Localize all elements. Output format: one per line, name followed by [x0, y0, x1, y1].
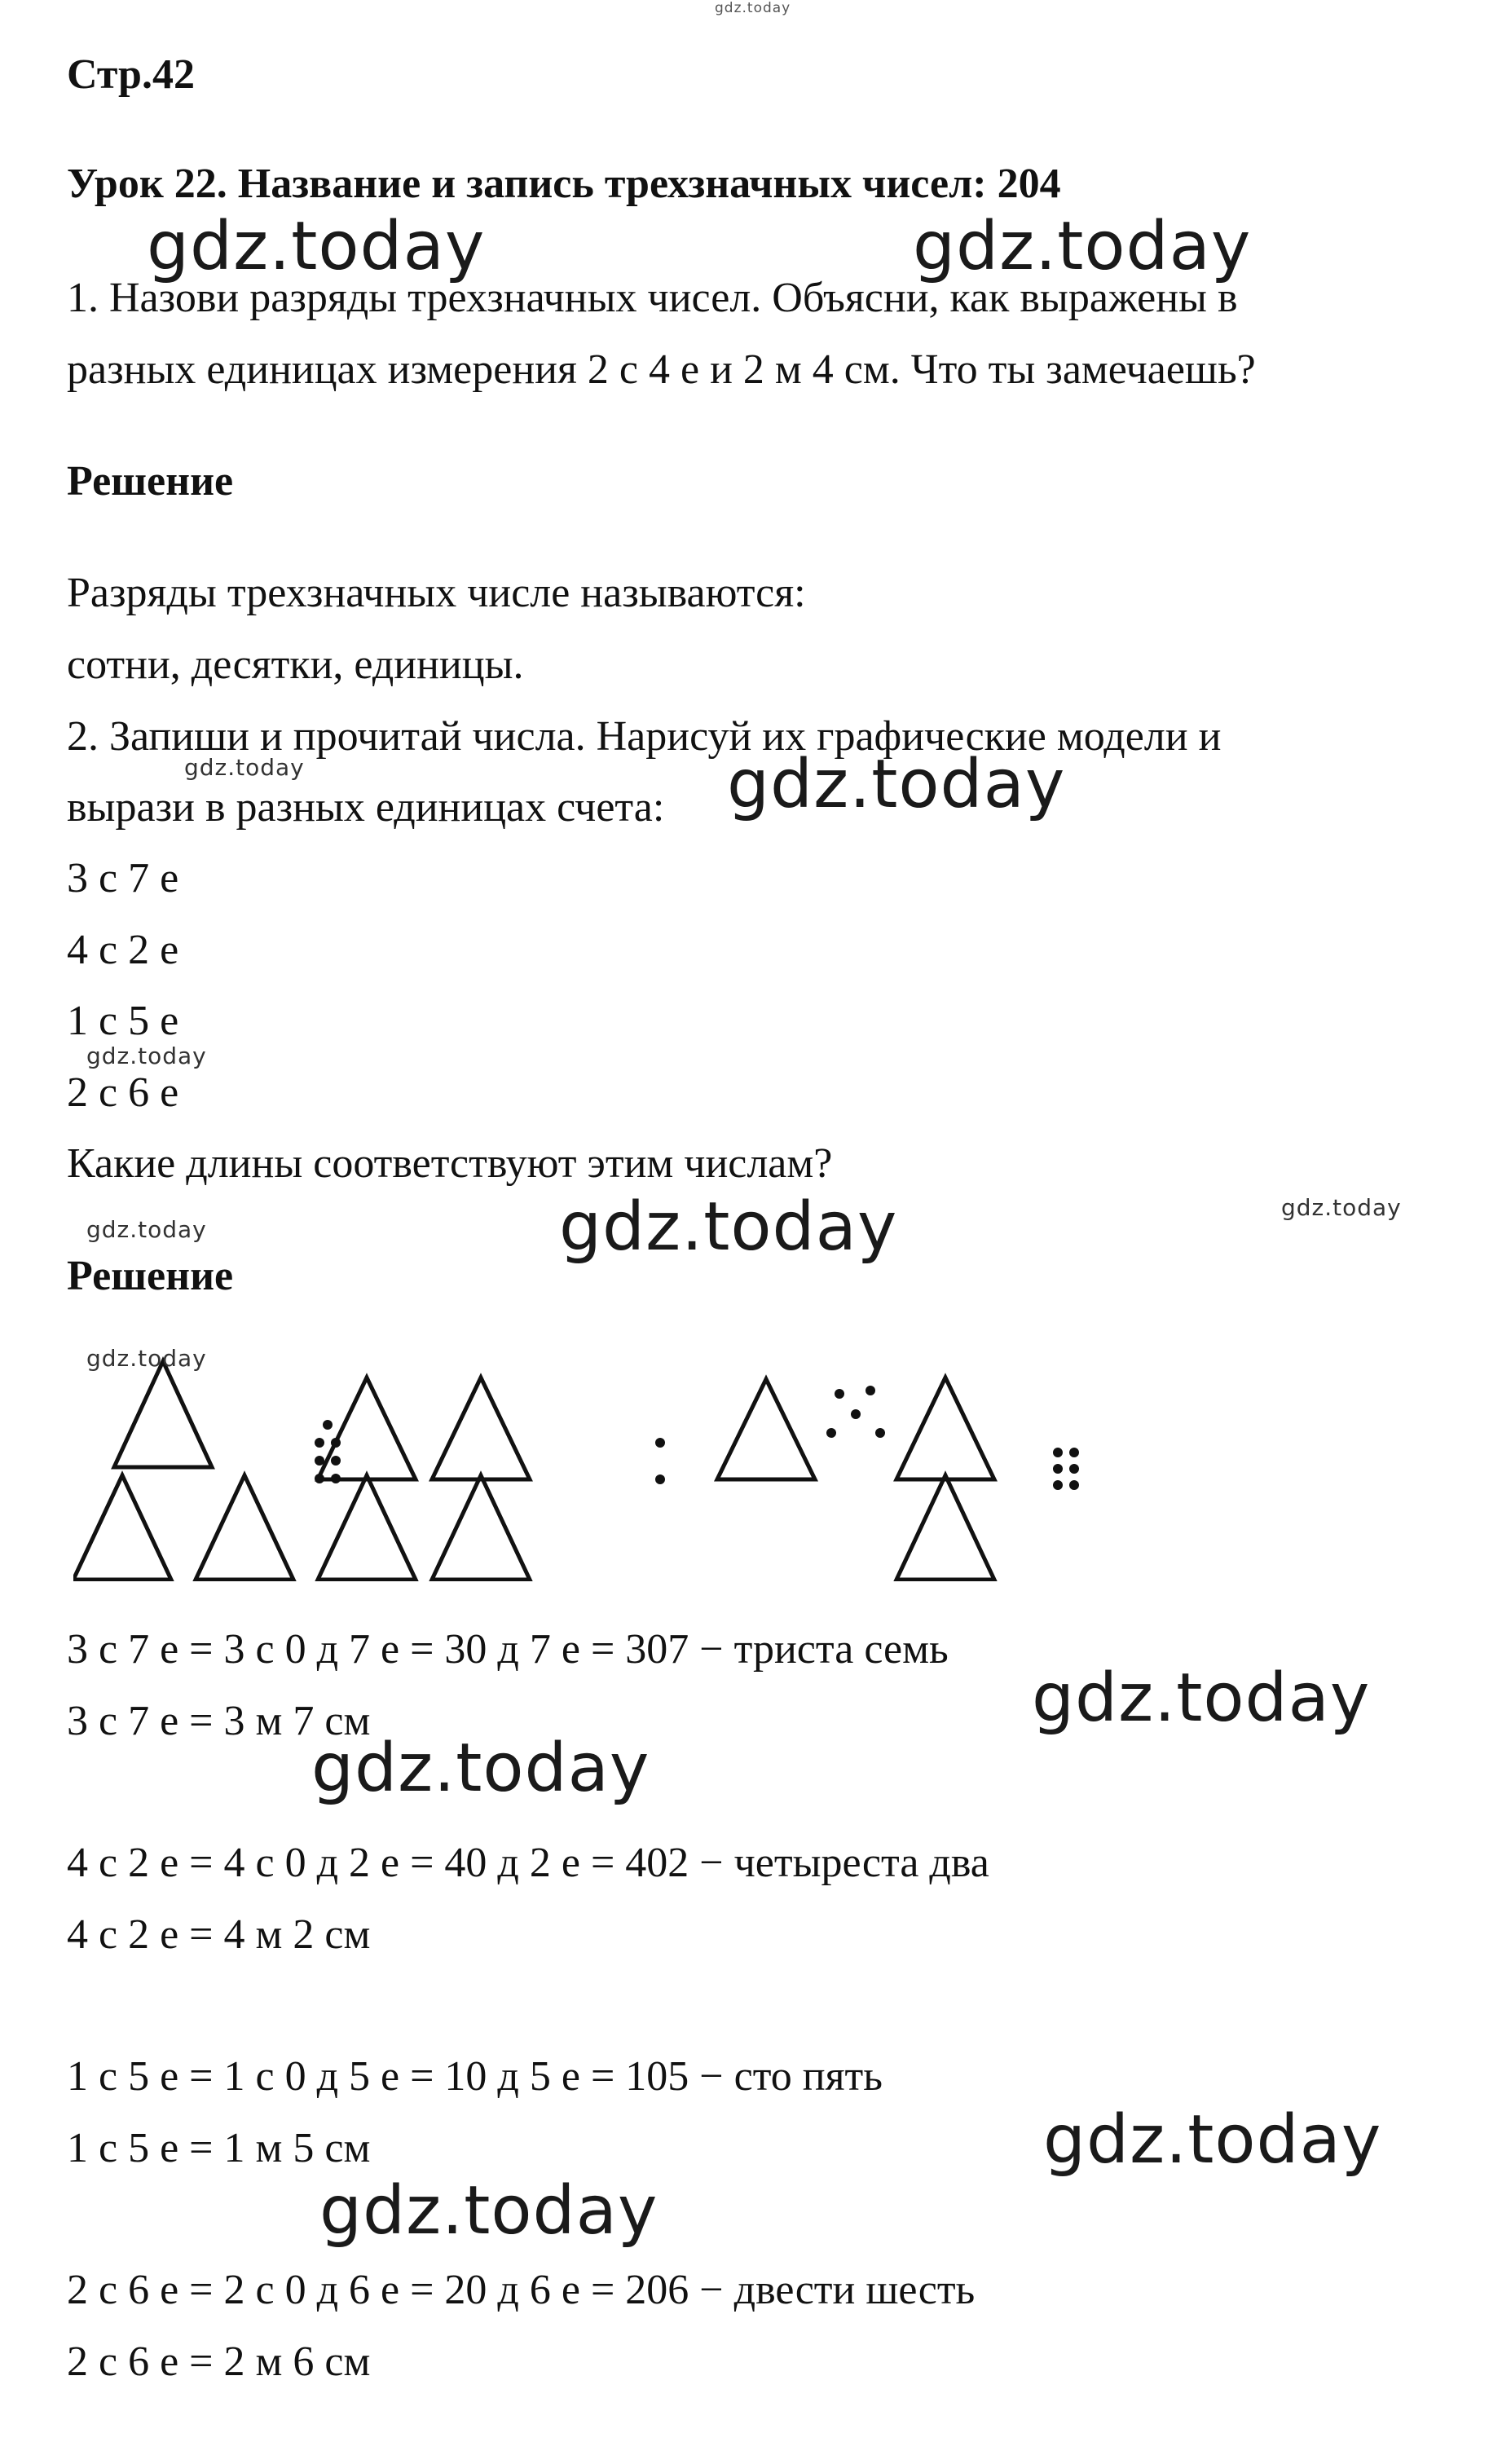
ones-dot — [323, 1420, 333, 1430]
answer-expression: 1 с 5 е = 1 с 0 д 5 е = 10 д 5 е = 105 − сто пять — [67, 2053, 883, 2100]
ones-dot — [331, 1474, 341, 1483]
ones-dot — [875, 1428, 885, 1438]
answer-expression: 3 с 7 е = 3 с 0 д 7 е = 30 д 7 е = 307 − триста семь — [67, 1626, 949, 1673]
ones-dot — [826, 1428, 836, 1438]
ones-dot — [315, 1438, 324, 1448]
task2-line2: вырази в разных единицах счета: — [67, 784, 665, 831]
watermark: gdz.today — [319, 2172, 659, 2250]
ones-dot — [851, 1409, 861, 1419]
ones-dot — [1069, 1464, 1079, 1474]
task1-solution-heading: Решение — [67, 458, 234, 505]
task2-solution-heading: Решение — [67, 1253, 234, 1299]
watermark: gdz.today — [86, 1345, 207, 1372]
watermark: gdz.today — [913, 208, 1252, 285]
hundreds-triangle — [432, 1475, 530, 1580]
ones-dot — [655, 1438, 665, 1448]
hundreds-triangle — [196, 1475, 293, 1580]
task2-item: 2 с 6 е — [67, 1069, 179, 1116]
watermark: gdz.today — [1281, 1194, 1402, 1221]
answer-length: 4 с 2 е = 4 м 2 см — [67, 1911, 371, 1958]
task2-item: 4 с 2 е — [67, 927, 179, 973]
watermark: gdz.today — [86, 1042, 207, 1069]
graphic-models — [73, 1337, 1117, 1581]
ones-dot — [866, 1386, 875, 1395]
hundreds-triangle — [896, 1475, 994, 1580]
ones-dot — [331, 1438, 341, 1448]
watermark: gdz.today — [86, 1216, 207, 1243]
hundreds-triangle — [114, 1361, 212, 1467]
task1-line1: 1. Назови разряды трехзначных чисел. Объясни, как выражены в — [67, 275, 1238, 321]
watermark: gdz.today — [727, 746, 1066, 823]
ones-dot — [1053, 1480, 1063, 1490]
answer-length: 3 с 7 е = 3 м 7 см — [67, 1698, 371, 1744]
task1-line2: разных единицах измерения 2 с 4 е и 2 м 4 см. Что ты замечаешь? — [67, 346, 1256, 393]
hundreds-triangle — [896, 1377, 994, 1479]
ones-dot — [655, 1474, 665, 1484]
answer-expression: 4 с 2 е = 4 с 0 д 2 е = 40 д 2 е = 402 − четыреста два — [67, 1840, 989, 1886]
ones-dot — [1069, 1480, 1079, 1490]
task2-item: 1 с 5 е — [67, 998, 179, 1044]
watermark: gdz.today — [147, 208, 486, 285]
task1-answer-line1: Разряды трехзначных числе называются: — [67, 570, 806, 616]
task2-line1: 2. Запиши и прочитай числа. Нарисуй их графические модели и — [67, 713, 1222, 760]
hundreds-triangle — [73, 1475, 171, 1580]
watermark: gdz.today — [559, 1188, 898, 1266]
answer-expression: 2 с 6 е = 2 с 0 д 6 е = 20 д 6 е = 206 − двести шесть — [67, 2267, 976, 2313]
ones-dot — [835, 1389, 844, 1399]
watermark: gdz.today — [311, 1730, 650, 1807]
watermark: gdz.today — [1043, 2101, 1382, 2179]
task1-answer-line2: сотни, десятки, единицы. — [67, 641, 524, 688]
hundreds-triangle — [432, 1377, 530, 1479]
answer-length: 1 с 5 е = 1 м 5 см — [67, 2125, 371, 2171]
watermark: gdz.today — [184, 754, 305, 781]
ones-dot — [331, 1456, 341, 1466]
page-label: Стр.42 — [67, 51, 195, 98]
ones-dot — [1053, 1464, 1063, 1474]
ones-dot — [1053, 1448, 1063, 1457]
ones-dot — [1069, 1448, 1079, 1457]
ones-dot — [315, 1456, 324, 1466]
watermark-top: gdz.today — [715, 0, 791, 16]
hundreds-triangle — [717, 1379, 815, 1479]
ones-dot — [315, 1474, 324, 1483]
watermark: gdz.today — [1032, 1660, 1371, 1737]
lesson-title: Урок 22. Название и запись трехзначных чисел: 204 — [67, 161, 1061, 207]
task2-item: 3 с 7 е — [67, 855, 179, 901]
task2-question: Какие длины соответствуют этим числам? — [67, 1140, 833, 1187]
answer-length: 2 с 6 е = 2 м 6 см — [67, 2338, 371, 2385]
hundreds-triangle — [318, 1475, 416, 1580]
